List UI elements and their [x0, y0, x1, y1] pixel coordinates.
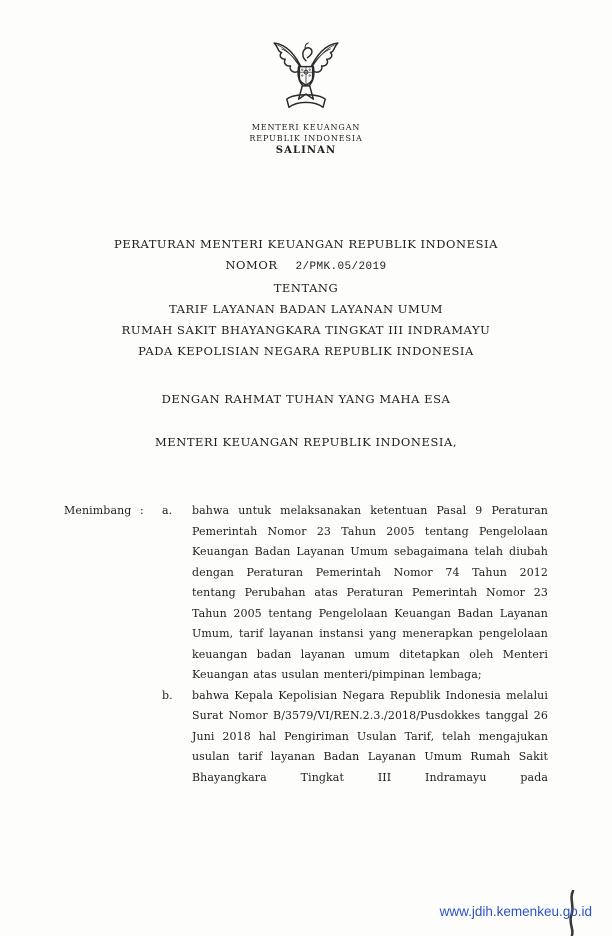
letterhead [0, 0, 612, 156]
regulation-subject-line3: PADA KEPOLISIAN NEGARA REPUBLIK INDONESIA [138, 344, 474, 358]
jdih-website-link[interactable]: www.jdih.kemenkeu.go.id [439, 904, 592, 919]
consideration-item-a [162, 501, 548, 686]
item-text: bahwa untuk melaksanakan ketentuan Pasal 9 Peraturan Pemerintah Nomor 23 Tahun 2005 tentang Pengelolaan Keuangan Badan Layanan Umum sebagaimana telah diubah dengan Peraturan Pemerintah Nomor 74 Tahun 2012 tentang Perubahan atas Peraturan Pemerintah Nomor 23 Tahun 2005 tentang Pengelolaan Keuangan Badan Layanan Umum, tarif layanan instansi yang menerapkan pengelolaan keuangan badan layanan umum ditetapkan oleh Menteri Keuangan atas usulan menteri/pimpinan lembaga; [192, 504, 548, 681]
nomor-label: NOMOR [225, 258, 278, 272]
consideration-item-b [162, 686, 548, 789]
garuda-pancasila-emblem-icon [269, 36, 343, 122]
menimbang-label: Menimbang [64, 504, 132, 517]
menimbang-colon: : [140, 504, 144, 517]
nomor-value: 2/PMK.05/2019 [295, 261, 387, 273]
considerations-section [0, 501, 612, 788]
regulation-subject-line2: RUMAH SAKIT BHAYANGKARA TINGKAT III INDRAMAYU [121, 323, 491, 337]
ministry-name-line1: MENTERI KEUANGAN [251, 123, 361, 132]
regulation-title-line1: PERATURAN MENTERI KEUANGAN REPUBLIK INDONESIA [114, 237, 498, 251]
regulation-subject-line1: TARIF LAYANAN BADAN LAYANAN UMUM [169, 302, 443, 316]
item-marker: b. [162, 688, 173, 702]
regulation-number-line [0, 255, 612, 278]
item-marker: a. [162, 504, 173, 517]
ministry-name-line2: REPUBLIK INDONESIA [249, 134, 363, 143]
regulation-title-block [0, 234, 612, 362]
considerations-row [64, 501, 548, 788]
invocation-line: DENGAN RAHMAT TUHAN YANG MAHA ESA [161, 392, 451, 406]
tentang-label: TENTANG [273, 281, 339, 295]
item-text: bahwa Kepala Kepolisian Negara Republik Indonesia melalui Surat Nomor B/3579/VI/REN.2.3./2018/Pusdokkes tanggal 26 Juni 2018 hal Pengiriman Usulan Tarif, telah mengajukan usulan tarif layanan Badan Layanan Umum Rumah Sakit Bhayangkara Tingkat III Indramayu pada [192, 688, 548, 784]
authority-line: MENTERI KEUANGAN REPUBLIK INDONESIA, [154, 435, 458, 449]
copy-label: SALINAN [275, 145, 337, 156]
